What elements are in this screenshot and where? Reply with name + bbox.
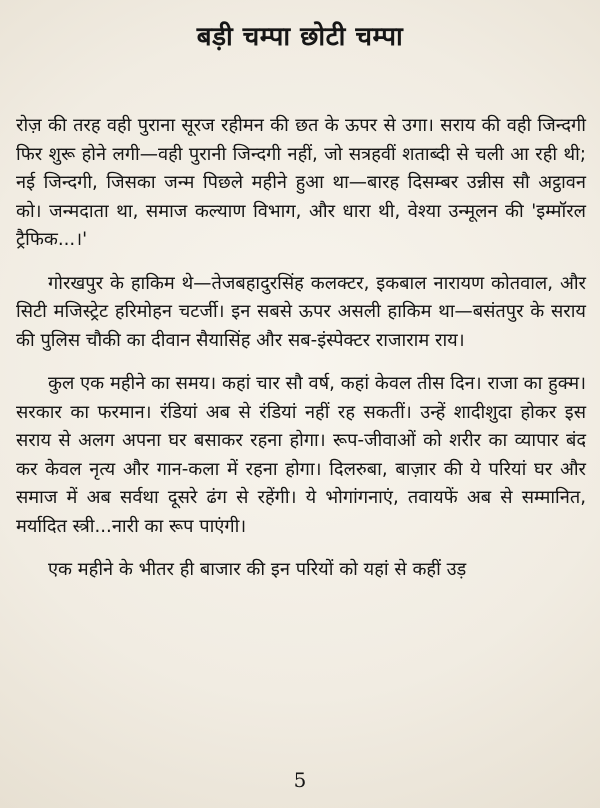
paragraph: एक महीने के भीतर ही बाजार की इन परियों को यहां से कहीं उड़ xyxy=(48,559,467,580)
paragraph: रोज़ की तरह वही पुराना सूरज रहीमन की छत के ऊपर से उगा। सराय की वही जिन्दगी फिर शुरू होने लगी—वही पुरानी जिन्दगी नहीं, जो सत्रहवीं शताब्दी से चली आ रही थी; नई जिन्दगी, जिसका जन्म पिछले महीने हुआ था—बारह दिसम्बर उन्नीस सौ अट्ठावन को। जन्मदाता था, समाज कल्याण विभाग, और धारा थी, वेश्या उन्मूलन की 'इम्मॉरल ट्रैफिक...।' xyxy=(16,115,586,250)
chapter-title: बड़ी चम्पा छोटी चम्पा xyxy=(196,22,404,52)
paragraph: कुल एक महीने का समय। कहां चार सौ वर्ष, कहां केवल तीस दिन। राजा का हुक्म। सरकार का फरमान। रंडियां अब से रंडियां नहीं रह सकतीं। उन्हें शादीशुदा होकर इस सराय से अलग अपना घर बसाकर रहना होगा। रूप-जीवाओं को शरीर का व्यापार बंद कर केवल नृत्य और गान-कला में रहना होगा। दिलरुबा, बाज़ार की ये परियां घर और समाज में अब सर्वथा दूसरे ढंग से रहेंगी। ये भोगांगनाएं, तवायफें अब से सम्मानित, मर्यादित स्त्री...नारी का रूप पाएंगी। xyxy=(16,373,586,537)
page-number: 5 xyxy=(293,768,307,792)
paragraph: गोरखपुर के हाकिम थे—तेजबहादुरसिंह कलक्टर, इकबाल नारायण कोतवाल, और सिटी मजिस्ट्रेट हरिमोहन चटर्जी। इन सबसे ऊपर असली हाकिम था—बसंतपुर के सराय की पुलिस चौकी का दीवान सैयासिंह और सब-इंस्पेक्टर राजाराम राय। xyxy=(16,272,586,351)
body-text xyxy=(16,112,586,585)
